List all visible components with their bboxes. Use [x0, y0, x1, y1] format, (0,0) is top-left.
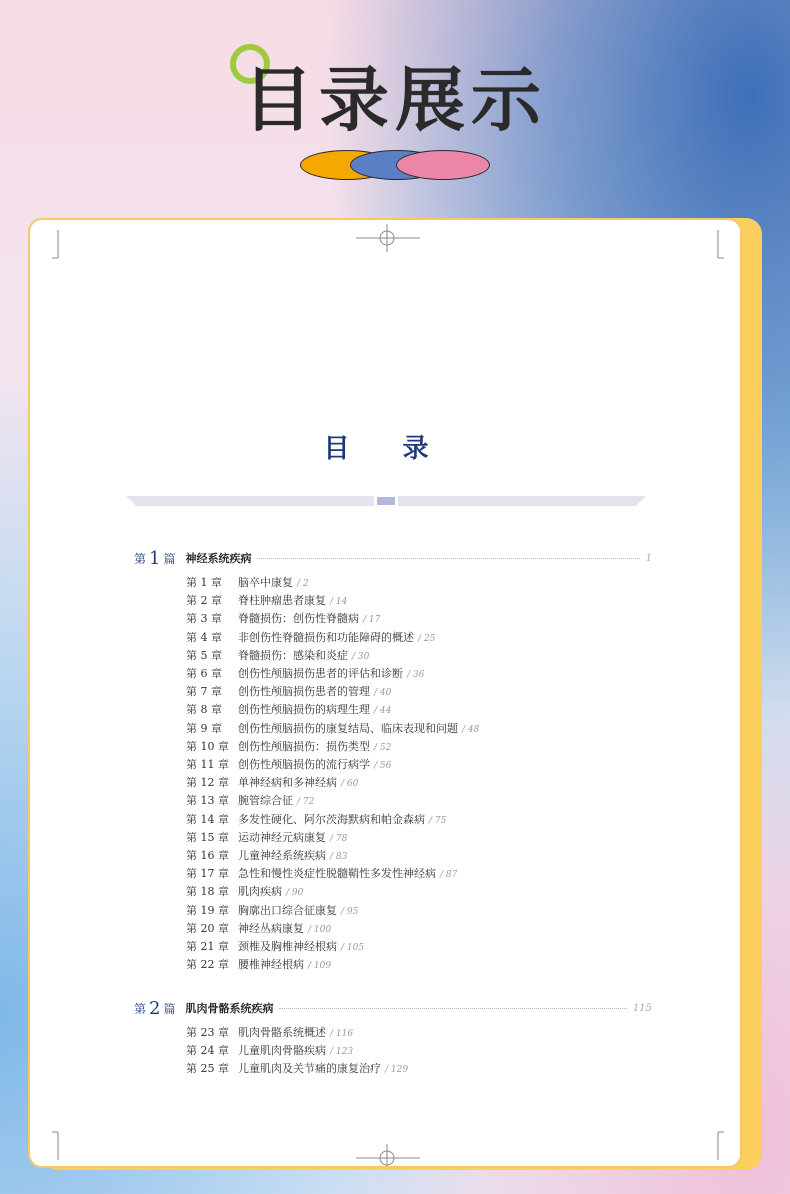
- chapter-number: 第 4 章: [186, 630, 222, 644]
- chapter-page: / 44: [374, 706, 392, 717]
- chapter-title: 脊柱肿瘤患者康复: [238, 594, 326, 608]
- chapter-title: 多发性硬化、阿尔茨海默病和帕金森病: [238, 812, 425, 826]
- chapter-row[interactable]: [186, 610, 380, 628]
- chapter-title: 颈椎及胸椎神经根病: [238, 940, 337, 953]
- part-number: 1: [149, 547, 161, 569]
- chapter-number: 第 12 章: [186, 776, 229, 790]
- chapter-row[interactable]: [186, 847, 347, 865]
- chapter-row[interactable]: [186, 865, 457, 883]
- chapter-row[interactable]: [186, 829, 347, 847]
- chapter-title: 胸廓出口综合征康复: [238, 903, 337, 917]
- part-prefix: 第: [134, 1001, 147, 1016]
- page-title: 目录展示: [243, 59, 547, 141]
- chapter-number: 第 7 章: [186, 685, 222, 699]
- chapter-page: / 17: [363, 615, 381, 626]
- toc-divider: [126, 496, 646, 506]
- chapter-row[interactable]: [186, 920, 331, 938]
- chapter-number: 第 2 章: [186, 594, 222, 608]
- chapter-page: / 83: [330, 852, 348, 862]
- chapter-number: 第 18 章: [186, 885, 229, 899]
- chapter-row[interactable]: [186, 774, 358, 792]
- chapter-title: 脊髓损伤：感染和炎症: [238, 648, 348, 662]
- chapter-number: 第 16 章: [186, 849, 229, 862]
- chapter-title: 单神经病和多神经病: [238, 776, 337, 790]
- leader-dots: [279, 1008, 626, 1009]
- chapter-number: 第 24 章: [186, 1044, 229, 1058]
- chapter-row[interactable]: [186, 883, 303, 901]
- chapter-row[interactable]: [186, 683, 391, 701]
- chapter-page: / 14: [330, 597, 348, 608]
- chapter-row[interactable]: [186, 938, 364, 956]
- chapter-title: 急性和慢性炎症性脱髓鞘性多发性神经病: [238, 867, 436, 881]
- chapter-page: / 52: [374, 742, 392, 753]
- part-page: 115: [632, 1002, 652, 1014]
- chapter-title: 儿童肌肉骨骼疾病: [238, 1044, 326, 1058]
- chapter-title: 肌肉骨骼系统概述: [238, 1026, 326, 1039]
- chapter-number: 第 9 章: [186, 721, 222, 735]
- chapter-page: / 2: [297, 579, 309, 589]
- chapter-row[interactable]: [186, 811, 446, 829]
- chapter-title: 脑卒中康复: [238, 576, 293, 589]
- chapter-number: 第 5 章: [186, 648, 222, 662]
- book-page-card: [28, 218, 762, 1170]
- chapter-title: 脊髓损伤：创伤性脊髓病: [238, 612, 359, 626]
- chapter-row[interactable]: [186, 756, 391, 774]
- chapter-row[interactable]: [186, 792, 314, 810]
- chapter-number: 第 11 章: [186, 758, 229, 771]
- chapter-row[interactable]: [186, 1060, 408, 1078]
- chapter-page: / 36: [407, 670, 425, 680]
- chapter-page: / 48: [462, 724, 480, 735]
- chapter-number: 第 8 章: [186, 703, 222, 717]
- chapter-title: 儿童神经系统疾病: [238, 849, 326, 862]
- chapter-row[interactable]: [186, 956, 331, 974]
- chapter-row[interactable]: [186, 701, 391, 719]
- chapter-number: 第 17 章: [186, 867, 229, 881]
- chapter-page: / 90: [286, 888, 304, 899]
- chapter-page: / 60: [341, 779, 359, 790]
- chapter-row[interactable]: [186, 720, 479, 738]
- chapter-row[interactable]: [186, 592, 347, 610]
- chapter-title: 创伤性颅脑损伤的病理生理: [238, 703, 370, 717]
- chapter-page: / 100: [308, 924, 332, 935]
- chapter-number: 第 21 章: [186, 940, 229, 953]
- chapter-number: 第 1 章: [186, 576, 222, 589]
- chapter-number: 第 20 章: [186, 921, 229, 935]
- chapter-number: 第 13 章: [186, 794, 229, 808]
- part-suffix: 篇: [163, 551, 176, 566]
- chapter-page: / 109: [308, 961, 332, 972]
- chapter-page: / 72: [297, 797, 315, 808]
- chapter-row[interactable]: [186, 1042, 353, 1060]
- chapter-title: 儿童肌肉及关节痛的康复治疗: [238, 1062, 381, 1076]
- chapter-title: 创伤性颅脑损伤患者的评估和诊断: [238, 667, 403, 680]
- chapter-number: 第 25 章: [186, 1062, 229, 1076]
- chapter-number: 第 19 章: [186, 903, 229, 917]
- chapter-title: 非创伤性脊髓损伤和功能障碍的概述: [238, 630, 414, 644]
- part-heading[interactable]: [134, 548, 652, 568]
- chapter-title: 神经丛病康复: [238, 921, 304, 935]
- chapter-row[interactable]: [186, 738, 391, 756]
- chapter-title: 创伤性颅脑损伤的康复结局、临床表现和问题: [238, 721, 458, 735]
- chapter-number: 第 3 章: [186, 612, 222, 626]
- chapter-number: 第 15 章: [186, 830, 229, 844]
- leader-dots: [257, 558, 639, 559]
- chapter-page: / 40: [374, 688, 392, 699]
- part-name: 肌肉骨骼系统疾病: [185, 1002, 274, 1015]
- chapter-page: / 105: [341, 943, 365, 953]
- chapter-page: / 75: [429, 815, 447, 826]
- chapter-number: 第 22 章: [186, 958, 229, 972]
- chapter-title: 运动神经元病康复: [238, 830, 326, 844]
- chapter-number: 第 14 章: [186, 812, 229, 826]
- chapter-number: 第 23 章: [186, 1026, 229, 1039]
- chapter-row[interactable]: [186, 1024, 353, 1042]
- chapter-row[interactable]: [186, 902, 358, 920]
- part-prefix: 第: [134, 551, 147, 566]
- chapter-page: / 116: [330, 1029, 354, 1039]
- chapter-row[interactable]: [186, 647, 369, 665]
- chapter-title: 肌肉疾病: [238, 885, 282, 899]
- chapter-page: / 95: [341, 906, 359, 917]
- chapter-page: / 129: [385, 1065, 409, 1076]
- chapter-row[interactable]: [186, 665, 424, 683]
- chapter-number: 第 10 章: [186, 739, 229, 753]
- chapter-number: 第 6 章: [186, 667, 222, 680]
- chapter-page: / 87: [440, 870, 458, 881]
- chapter-page: / 56: [374, 761, 392, 771]
- part-number: 2: [149, 997, 161, 1019]
- part-name: 神经系统疾病: [185, 552, 252, 565]
- part-page: 1: [645, 552, 652, 564]
- ellipse-decoration: [300, 150, 500, 184]
- book-page: [28, 218, 742, 1168]
- chapter-page: / 123: [330, 1047, 354, 1058]
- ellipse-pink-icon: [396, 150, 490, 180]
- chapter-page: / 30: [352, 651, 370, 662]
- chapter-page: / 78: [330, 833, 348, 844]
- toc-title: 目 录: [323, 434, 451, 464]
- chapter-title: 创伤性颅脑损伤的流行病学: [238, 758, 370, 771]
- chapter-title: 腕管综合征: [238, 794, 293, 808]
- chapter-title: 创伤性颅脑损伤：损伤类型: [238, 739, 370, 753]
- chapter-title: 腰椎神经根病: [238, 958, 304, 972]
- part-heading[interactable]: [134, 998, 652, 1018]
- page-header: [0, 30, 790, 190]
- chapter-row[interactable]: [186, 629, 435, 647]
- chapter-title: 创伤性颅脑损伤患者的管理: [238, 685, 370, 699]
- chapter-row[interactable]: [186, 574, 309, 592]
- chapter-page: / 25: [418, 633, 436, 644]
- part-suffix: 篇: [163, 1001, 176, 1016]
